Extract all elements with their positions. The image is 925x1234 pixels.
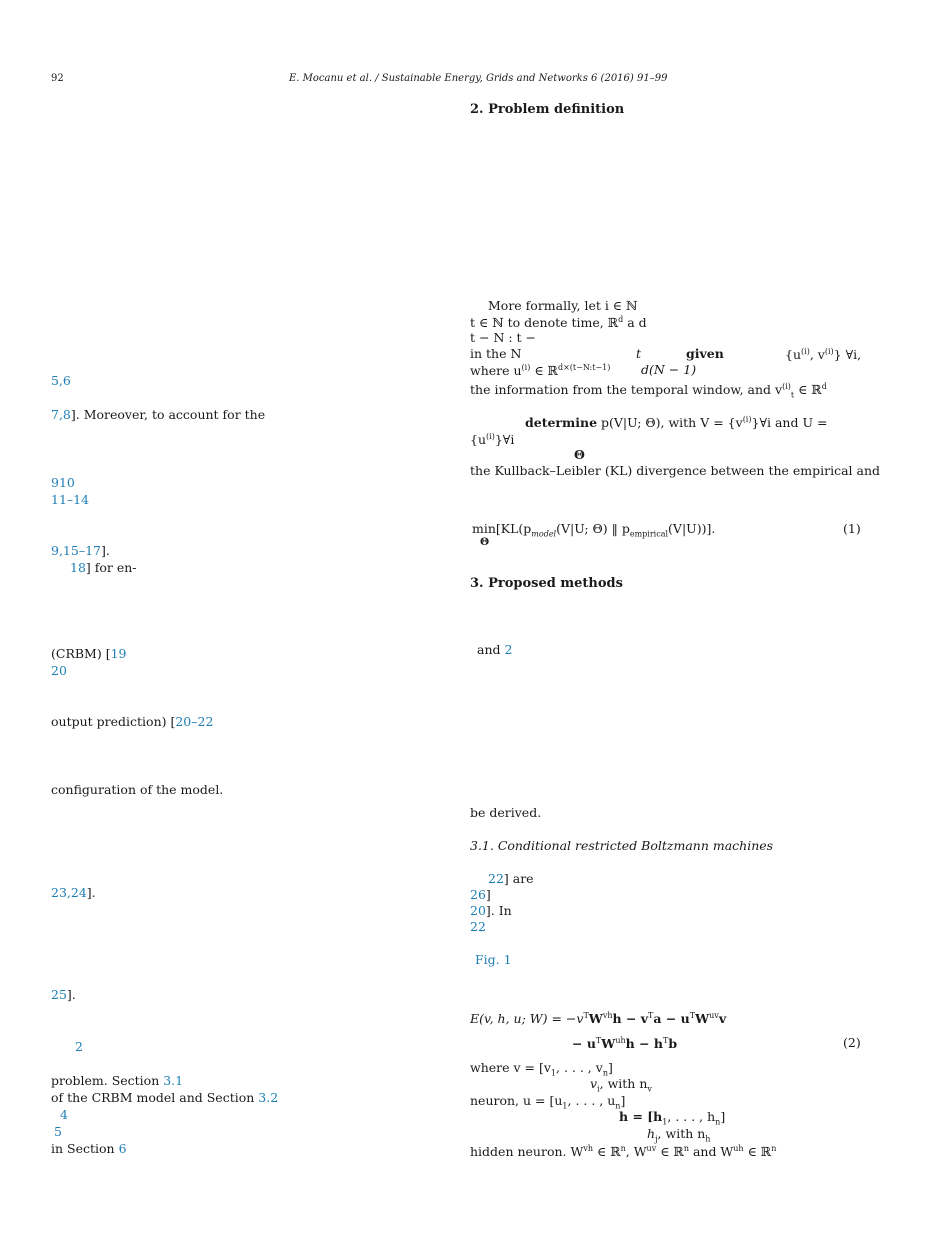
line-text: ]. (66, 987, 76, 1002)
line-text: ] (720, 1109, 726, 1124)
line-text: ]. Moreover, to account for the (70, 407, 266, 422)
line-text: {u (785, 347, 802, 363)
line-text: and W (688, 1144, 734, 1160)
equation-text: E(v, h, u; W) = −v (470, 1011, 584, 1027)
citation-link[interactable]: 19 (110, 646, 127, 661)
equation-text: − u (572, 1036, 596, 1052)
superscript: (i) (486, 432, 495, 441)
superscript: T (595, 1036, 602, 1045)
line-text: ] (485, 887, 491, 902)
superscript: (i) (782, 382, 791, 391)
superscript: T (648, 1011, 654, 1020)
citation-link[interactable]: 5,6 (51, 373, 71, 388)
superscript: d×(t−N:t−1) (557, 363, 611, 372)
text-line (647, 1128, 710, 1144)
equation-2-line-1 (470, 1012, 726, 1026)
superscript: (i) (801, 347, 810, 356)
equation-text: W (601, 1036, 616, 1052)
citation-link[interactable]: 20 (51, 663, 67, 678)
subscript: n (615, 1101, 621, 1111)
text-line: t (636, 346, 642, 361)
citation-link[interactable]: 20–22 (175, 714, 214, 729)
superscript: vh (583, 1144, 593, 1153)
text-line (51, 989, 76, 1002)
section-link[interactable]: 5 (54, 1124, 62, 1139)
text-line (470, 1095, 625, 1111)
subscript: h (705, 1134, 711, 1144)
superscript: n (683, 1144, 689, 1153)
line-text: ] (607, 1060, 613, 1075)
text-line (470, 364, 610, 378)
text-line: be derived. (470, 805, 542, 820)
equation-text: h − h (625, 1036, 663, 1052)
line-text: , v (809, 347, 825, 363)
line-text: ∈ ℝ (743, 1144, 772, 1160)
text-line (470, 905, 512, 918)
line-text: , . . . , h (667, 1109, 716, 1124)
superscript: d (618, 315, 624, 324)
running-header: E. Mocanu et al. / Sustainable Energy, Grids and Networks 6 (2016) 91–99 (289, 73, 668, 84)
equation-text: v (718, 1011, 727, 1027)
citation-link[interactable]: 25 (51, 987, 67, 1002)
equation-1-subscript: Θ (480, 536, 490, 548)
superscript: (i) (742, 415, 752, 424)
citation-link[interactable]: 7,8 (51, 407, 71, 422)
text-line: the Kullback–Leibler (KL) divergence between the empirical and (470, 463, 881, 478)
subscript: 1 (562, 1101, 568, 1111)
subscript: 1 (662, 1117, 668, 1127)
equation-text: (V|U; Θ) ‖ p (556, 521, 630, 536)
line-text: ] (620, 1093, 626, 1108)
subscript: n (602, 1068, 608, 1078)
equation-2-line-2 (572, 1037, 677, 1051)
line-text: and (477, 642, 505, 657)
text-line (470, 316, 647, 330)
line-text: hidden neuron. W (470, 1144, 584, 1160)
equation-text: W (695, 1011, 710, 1027)
superscript: T (662, 1036, 669, 1045)
text-line (470, 433, 514, 447)
superscript: vh (602, 1011, 613, 1020)
text-line (51, 1092, 278, 1105)
section-heading: 3. Proposed methods (470, 576, 623, 591)
superscript: T (689, 1011, 696, 1020)
text-line: in the N (470, 346, 522, 361)
subscript: 1 (550, 1068, 557, 1078)
text-line: configuration of the model. (51, 782, 224, 797)
line-text: t ∈ ℕ to denote time, ℝ (470, 315, 619, 331)
line-text: ]. In (485, 903, 512, 918)
equation-text: W (588, 1011, 603, 1027)
line-text: h (647, 1126, 656, 1141)
section-link[interactable]: 6 (118, 1141, 127, 1156)
text-line (488, 873, 534, 886)
line-text: }∀i (494, 432, 515, 448)
line-text: ∈ ℝ (794, 382, 822, 398)
subscript: n (715, 1117, 721, 1127)
line-text: h = [h (619, 1109, 663, 1124)
section-link[interactable]: 3.2 (258, 1090, 279, 1105)
equation-number: (1) (843, 521, 861, 536)
equation-text: b (668, 1036, 678, 1052)
text-line (51, 887, 96, 900)
equation-1 (472, 523, 715, 539)
subscript: t (790, 390, 795, 400)
figure-link[interactable]: Fig. 1 (475, 952, 512, 967)
text-line (70, 562, 137, 575)
text-line (51, 648, 126, 661)
line-text: neuron, u = [u (470, 1093, 563, 1108)
superscript: uv (646, 1144, 657, 1153)
subscript: model (531, 529, 557, 539)
section-heading: 2. Problem definition (470, 102, 625, 117)
text-line: t − N : t − (470, 330, 537, 345)
text-line (51, 1075, 183, 1088)
line-text: {u (470, 432, 487, 448)
line-text: , W (625, 1144, 647, 1160)
line-text: ] are (503, 871, 534, 886)
line-text: the information from the temporal window, and v (470, 382, 783, 398)
line-text: ∈ ℝ (656, 1144, 684, 1160)
figure-link[interactable]: 2 (504, 642, 513, 657)
superscript: d (821, 382, 827, 391)
text-line: d(N − 1) (641, 362, 697, 377)
equation-number: (2) (843, 1035, 861, 1050)
line-text: , with n (657, 1126, 706, 1141)
line-text: (CRBM) [ (51, 646, 111, 661)
text-line (477, 644, 512, 657)
subscript: i (597, 1084, 600, 1094)
text-line (470, 383, 827, 400)
line-text: }∀i and U = (751, 415, 828, 431)
text-line (590, 1078, 652, 1094)
equation-text: a − u (653, 1011, 690, 1027)
section-link[interactable]: 3.1 (163, 1073, 184, 1088)
text-line (470, 889, 491, 902)
citation-link[interactable]: 910 (51, 475, 75, 490)
line-text: output prediction) [ (51, 714, 176, 729)
text-line (51, 409, 265, 422)
superscript: (i) (824, 347, 834, 356)
line-text: of the CRBM model and Section (51, 1090, 259, 1105)
citation-link[interactable]: 9,15–17 (51, 543, 101, 558)
superscript: uv (709, 1011, 719, 1020)
line-text: ]. (101, 543, 110, 558)
equation-text: min[KL(p (472, 521, 532, 536)
line-text: , . . . , v (556, 1060, 603, 1075)
subscript: v (647, 1084, 652, 1094)
text-line (51, 545, 110, 558)
superscript: n (771, 1144, 777, 1153)
citation-link[interactable]: 11–14 (51, 492, 90, 507)
subsection-heading: 3.1. Conditional restricted Boltzmann machines (470, 838, 774, 853)
text-line: given (686, 346, 724, 361)
line-text: , with n (599, 1076, 648, 1091)
line-text: ]. (86, 885, 96, 900)
text-line (51, 1143, 127, 1156)
line-text: ] for en- (85, 560, 137, 575)
citation-link[interactable]: 23,24 (51, 885, 87, 900)
text-line (470, 1145, 776, 1159)
line-text: where u (470, 363, 522, 379)
line-text: in Section (51, 1141, 119, 1156)
subscript: empirical (629, 529, 669, 539)
text-line (785, 348, 861, 362)
section-link[interactable]: 2 (75, 1039, 83, 1054)
page-number: 92 (51, 73, 64, 84)
line-text: problem. Section (51, 1073, 164, 1088)
math-symbol: Θ (574, 447, 585, 462)
superscript: (i) (521, 363, 531, 372)
line-text: p(V|U; Θ), with V = {v (597, 415, 743, 431)
superscript: n (620, 1144, 626, 1153)
subscript: j (655, 1134, 658, 1144)
line-text: determine (525, 415, 598, 431)
superscript: uh (733, 1144, 744, 1153)
line-text: v (590, 1076, 598, 1091)
superscript: T (583, 1011, 589, 1020)
line-text: , . . . , u (567, 1093, 616, 1108)
citation-link[interactable]: 20 (470, 903, 486, 918)
line-text: ∈ ℝ (530, 363, 558, 379)
superscript: uh (615, 1036, 626, 1045)
line-text: a d (623, 315, 647, 331)
section-link[interactable]: 4 (60, 1107, 68, 1122)
equation-text: h − v (612, 1011, 649, 1027)
text-line: More formally, let i ∈ ℕ (488, 298, 638, 313)
text-line (619, 1111, 725, 1127)
line-text: ∈ ℝ (593, 1144, 621, 1160)
citation-link[interactable]: 18 (70, 560, 86, 575)
line-text: } ∀i, (833, 347, 862, 363)
citation-link[interactable]: 26 (470, 887, 486, 902)
citation-link[interactable]: 22 (488, 871, 504, 886)
equation-text: (V|U))]. (668, 521, 716, 536)
citation-link[interactable]: 22 (470, 919, 486, 934)
text-line (51, 716, 213, 729)
line-text: where v = [v (470, 1060, 551, 1075)
text-line (525, 416, 827, 430)
